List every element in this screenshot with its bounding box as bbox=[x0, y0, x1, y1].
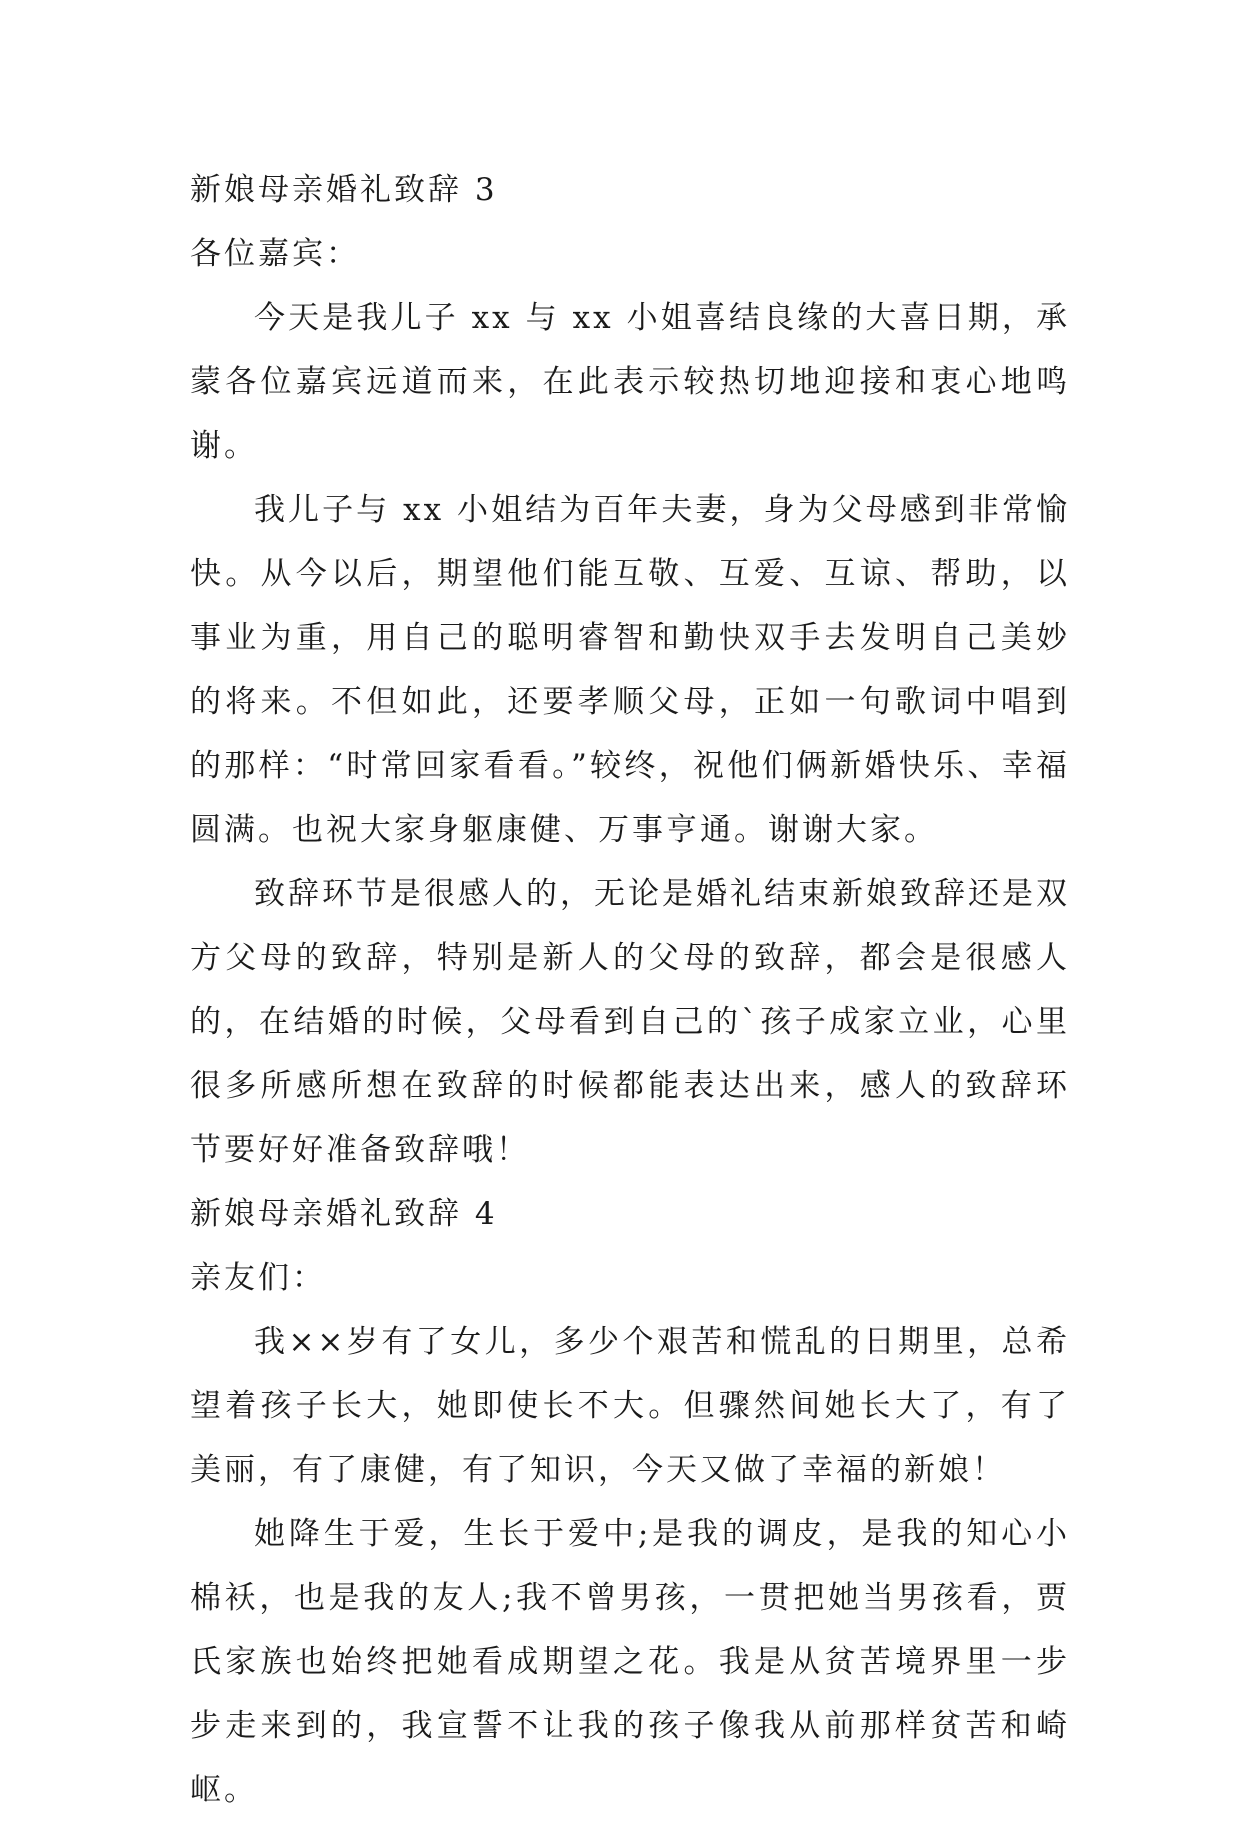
paragraph: 她降生于爱，生长于爱中;是我的调皮，是我的知心小棉袄，也是我的友人;我不曾男孩，一贯把她当男孩看，贾氏家族也始终把她看成期望之花。我是从贫苦境界里一步步走来到的，我宣誓不让我的孩子像我从前那样贫苦和崎岖。 bbox=[190, 1516, 1070, 1808]
section-4 bbox=[190, 1182, 1070, 1822]
paragraph: 我儿子与 xx 小姐结为百年夫妻，身为父母感到非常愉快。从今以后，期望他们能互敬、互爱、互谅、帮助，以事业为重，用自己的聪明睿智和勤快双手去发明自己美妙的将来。不但如此，还要孝顺父母，正如一句歌词中唱到的那样：“时常回家看看。”较终，祝他们俩新婚快乐、幸福圆满。也祝大家身躯康健、万事亨通。谢谢大家。 bbox=[190, 492, 1070, 848]
paragraph: 我××岁有了女儿，多少个艰苦和慌乱的日期里，总希望着孩子长大，她即使长不大。但骤然间她长大了，有了美丽，有了康健，有了知识，今天又做了幸福的新娘！ bbox=[190, 1324, 1070, 1488]
salutation: 各位嘉宾： bbox=[190, 236, 360, 272]
section-3 bbox=[190, 158, 1070, 1182]
section-title: 新娘母亲婚礼致辞 3 bbox=[190, 172, 498, 208]
section-title: 新娘母亲婚礼致辞 4 bbox=[190, 1196, 498, 1232]
salutation: 亲友们： bbox=[190, 1260, 326, 1296]
document-body bbox=[190, 158, 1070, 1822]
paragraph: 致辞环节是很感人的，无论是婚礼结束新娘致辞还是双方父母的致辞，特别是新人的父母的致辞，都会是很感人的，在结婚的时候，父母看到自己的`孩子成家立业，心里很多所感所想在致辞的时候都能表达出来，感人的致辞环节要好好准备致辞哦！ bbox=[190, 876, 1070, 1168]
paragraph: 今天是我儿子 xx 与 xx 小姐喜结良缘的大喜日期，承蒙各位嘉宾远道而来，在此表示较热切地迎接和衷心地鸣谢。 bbox=[190, 300, 1070, 464]
